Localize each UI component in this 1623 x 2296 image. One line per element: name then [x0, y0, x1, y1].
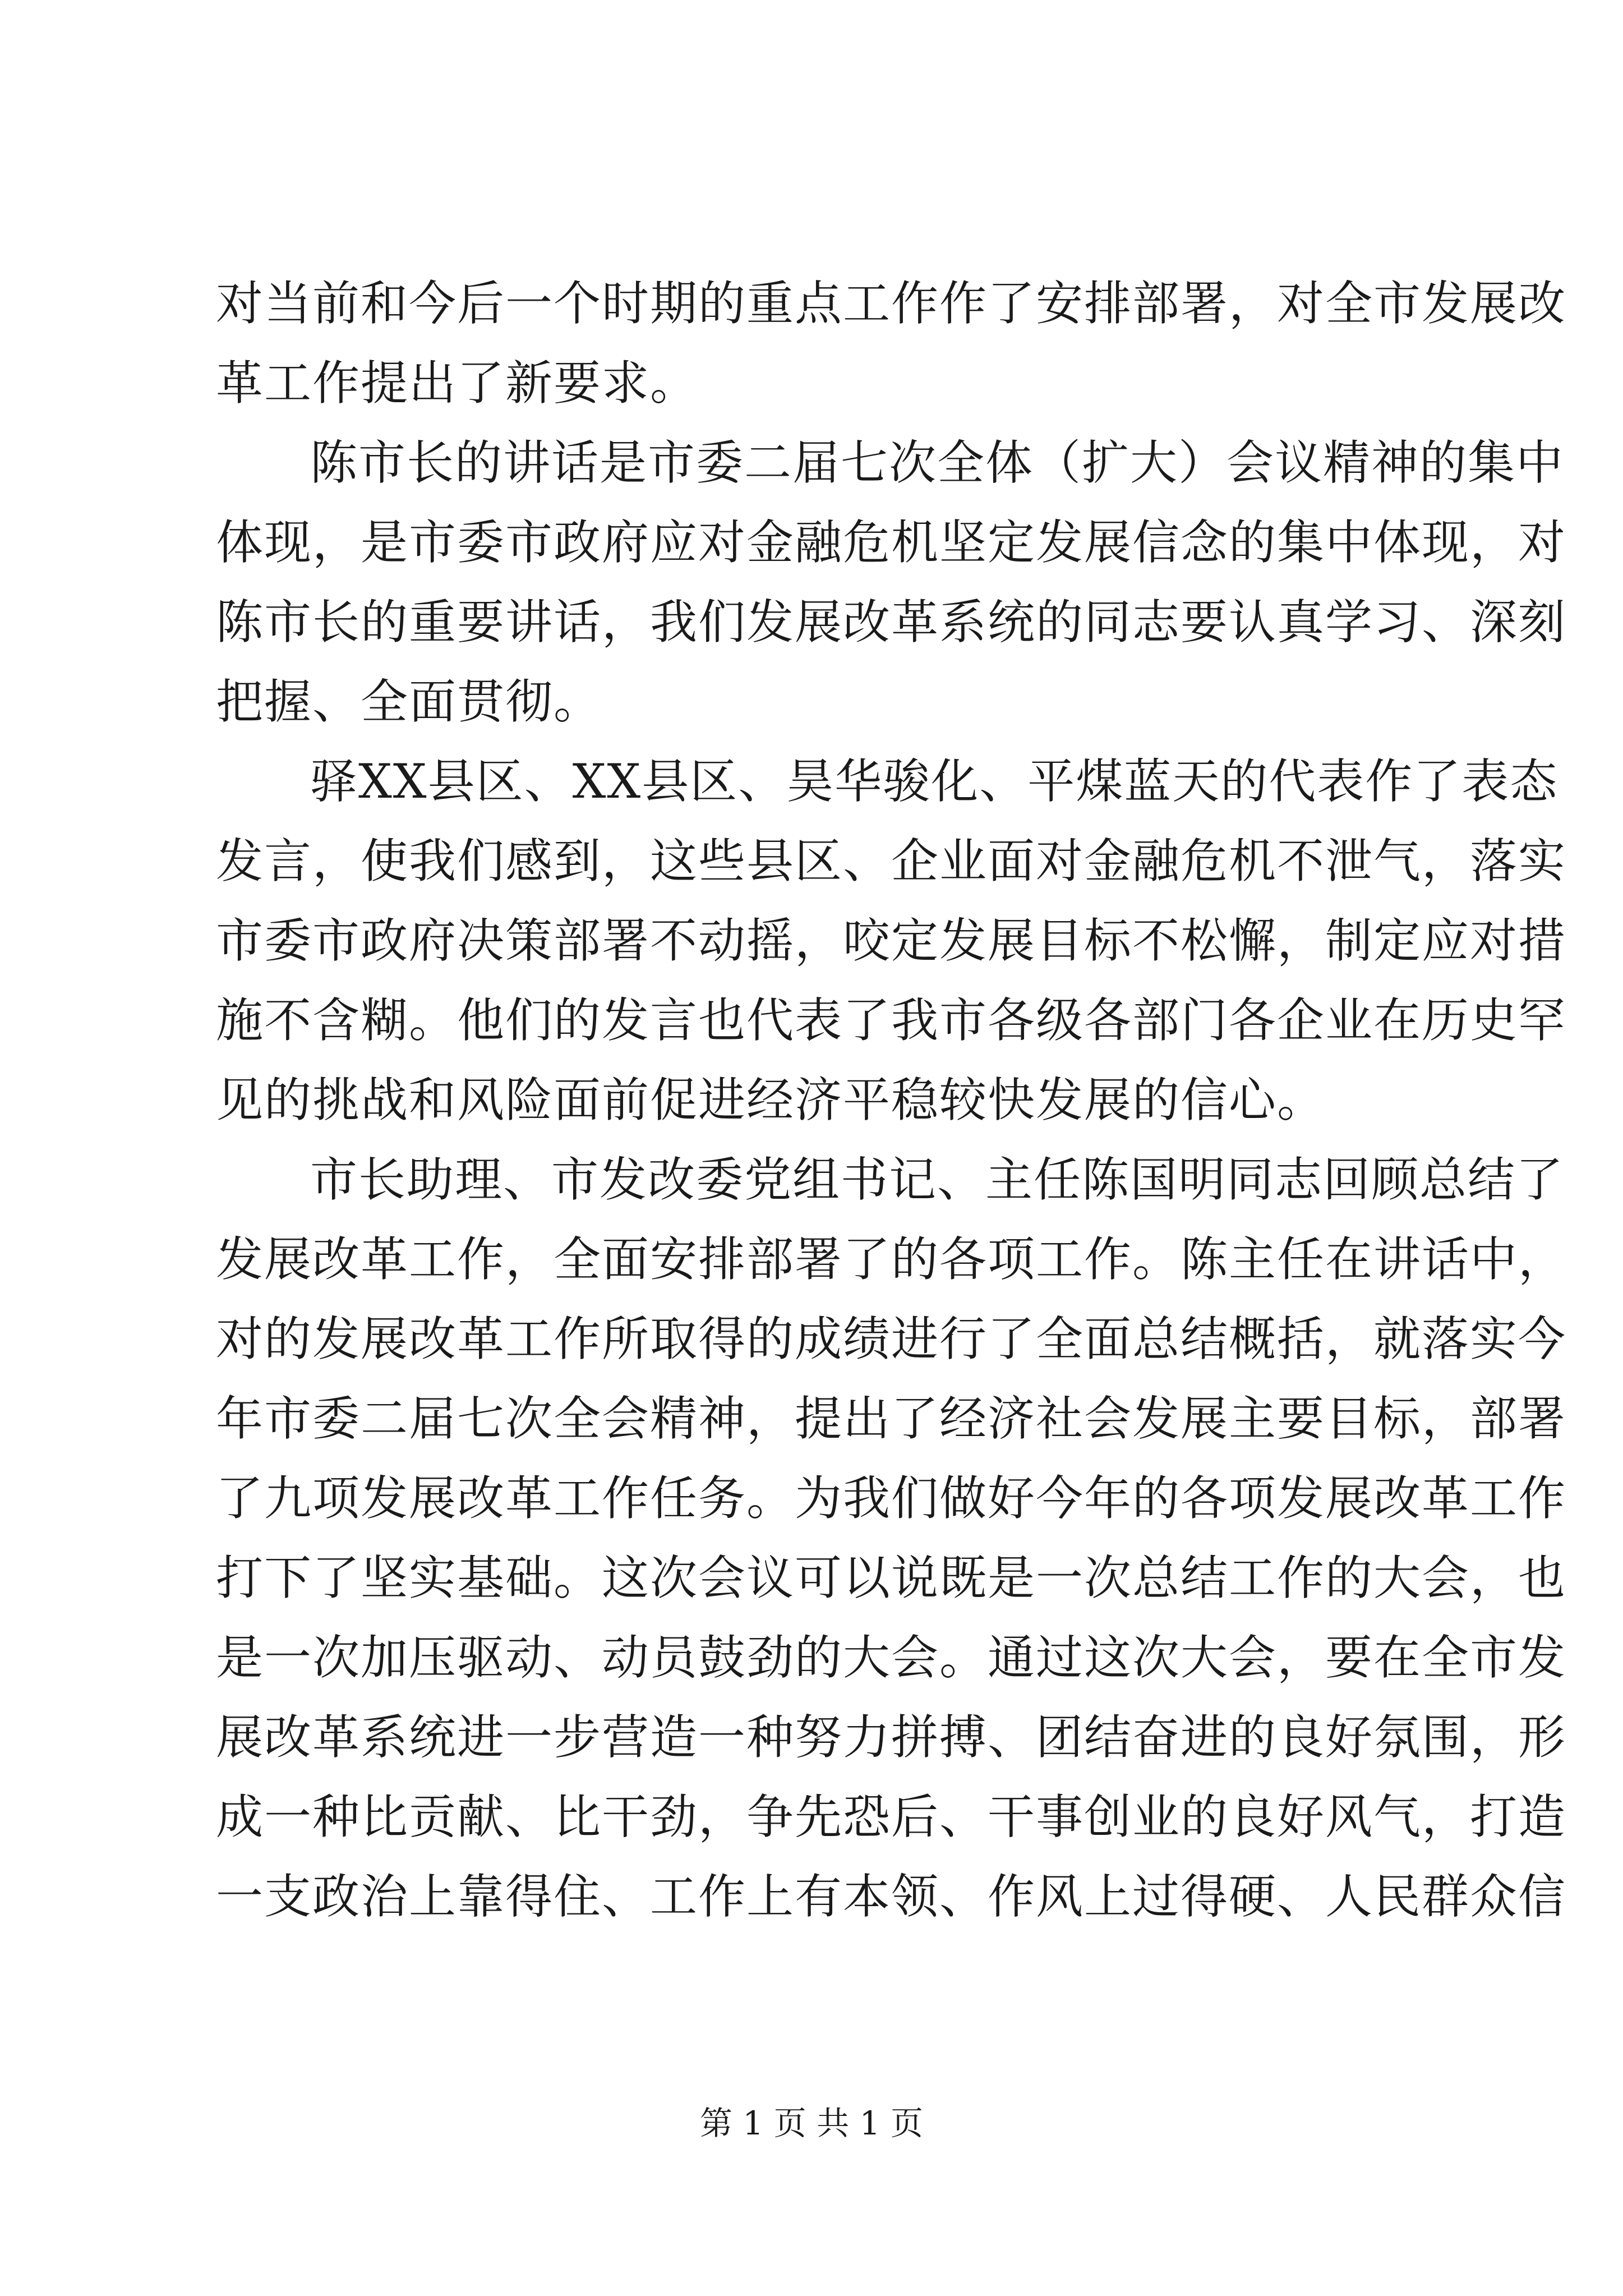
paragraph-4-line-10: 一支政治上靠得住、工作上有本领、作风上过得硬、人民群众信	[216, 1869, 1567, 1924]
paragraph-4-line-7: 是一次加压驱动、动员鼓劲的大会。通过这次大会，要在全市发	[216, 1630, 1567, 1685]
paragraph-4-line-4: 年市委二届七次全会精神，提出了经济社会发展主要目标，部署	[216, 1391, 1567, 1446]
paragraph-4-line-3: 对的发展改革工作所取得的成绩进行了全面总结概括，就落实今	[216, 1312, 1567, 1366]
paragraph-2-line-3: 陈市长的重要讲话，我们发展改革系统的同志要认真学习、深刻	[216, 595, 1567, 650]
paragraph-4-line-5: 了九项发展改革工作任务。为我们做好今年的各项发展改革工作	[216, 1471, 1567, 1526]
paragraph-4-line-8: 展改革系统进一步营造一种努力拼搏、团结奋进的良好氛围，形	[216, 1710, 1567, 1765]
paragraph-3-line-4: 施不含糊。他们的发言也代表了我市各级各部门各企业在历史罕	[216, 993, 1567, 1048]
paragraph-3-line-1: 驿XX县区、XX县区、昊华骏化、平煤蓝天的代表作了表态	[310, 754, 1559, 809]
paragraph-4-line-6: 打下了坚实基础。这次会议可以说既是一次总结工作的大会，也	[216, 1550, 1567, 1605]
paragraph-2-line-2: 体现，是市委市政府应对金融危机坚定发展信念的集中体现，对	[216, 515, 1567, 570]
paragraph-4-line-9: 成一种比贡献、比干劲，争先恐后、干事创业的良好风气，打造	[216, 1789, 1567, 1844]
paragraph-3-line-3: 市委市政府决策部署不动摇，咬定发展目标不松懈，制定应对措	[216, 913, 1567, 968]
paragraph-4-line-2: 发展改革工作，全面安排部署了的各项工作。陈主任在讲话中，	[216, 1232, 1567, 1287]
document-body	[216, 264, 1567, 1936]
paragraph-4-line-1: 市长助理、市发改委党组书记、主任陈国明同志回顾总结了	[310, 1152, 1565, 1207]
page-footer: 第 1 页 共 1 页	[700, 2104, 923, 2142]
paragraph-3-line-5: 见的挑战和风险面前促进经济平稳较快发展的信心。	[216, 1073, 1326, 1128]
paragraph-2-line-4: 把握、全面贯彻。	[216, 674, 602, 729]
paragraph-1-line-2: 革工作提出了新要求。	[216, 356, 699, 411]
paragraph-3-line-2: 发言，使我们感到，这些县区、企业面对金融危机不泄气，落实	[216, 834, 1567, 889]
paragraph-1-line-1: 对当前和今后一个时期的重点工作作了安排部署，对全市发展改	[216, 276, 1567, 331]
paragraph-2-line-1: 陈市长的讲话是市委二届七次全体（扩大）会议精神的集中	[310, 435, 1565, 490]
